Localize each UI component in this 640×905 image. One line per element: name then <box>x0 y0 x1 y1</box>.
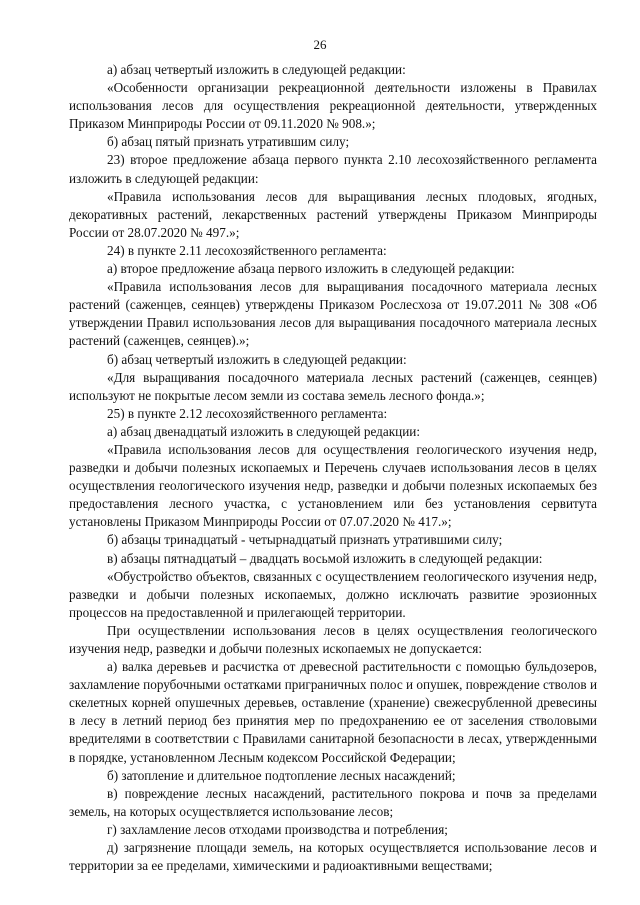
paragraph: б) абзац пятый признать утратившим силу; <box>107 134 350 150</box>
paragraph: «Правила использования лесов для выращивания лесных плодовых, ягодных, декоративных растений, лекарственных растений утверждены Приказом Минприроды России от 28.07.2020 № 497.»; <box>69 188 597 240</box>
paragraph: б) абзацы тринадцатый - четырнадцатый признать утратившими силу; <box>107 532 503 548</box>
paragraph: б) абзац четвертый изложить в следующей редакции: <box>107 351 407 367</box>
paragraph: 23) второе предложение абзаца первого пункта 2.10 лесохозяйственного регламента изложить в следующей редакции: <box>69 152 597 186</box>
paragraph: в) повреждение лесных насаждений, растительного покрова и почв за пределами земель, на которых осуществляется использование лесов; <box>69 785 597 819</box>
paragraph: а) валка деревьев и расчистка от древесной растительности с помощью бульдозеров, захламление порубочными остатками приграничных полос и опушек, повреждение стволов и скелетных корней опушечных деревьев, оставление (хранение) свежесрубленной древесины в лесу в летний период без принятия мер по предохранению ее от заселения стволовыми вредителями в соответствии с Правилами санитарной безопасности в лесах, утвержденными в порядке, установленном Лесным кодексом Российской Федерации; <box>69 659 597 765</box>
paragraph: «Обустройство объектов, связанных с осуществлением геологического изучения недр, разведки и добычи полезных ископаемых, должно исключать развитие эрозионных процессов на предоставленной и прилегающей территории. <box>69 568 597 620</box>
paragraph: «Правила использования лесов для выращивания посадочного материала лесных растений (саженцев, сеянцев) утверждены Приказом Рослесхоза от 19.07.2011 № 308 «Об утверждении Правил использования лесов для выращивания посадочного материала лесных растений (саженцев, сеянцев).»; <box>69 279 597 349</box>
paragraph: г) захламление лесов отходами производства и потребления; <box>107 821 448 837</box>
paragraph: 24) в пункте 2.11 лесохозяйственного регламента: <box>107 242 387 258</box>
paragraph: При осуществлении использования лесов в целях осуществления геологического изучения недр, разведки и добычи полезных ископаемых не допускается: <box>69 622 597 656</box>
paragraph: а) второе предложение абзаца первого изложить в следующей редакции: <box>107 261 515 277</box>
document-body <box>69 61 597 875</box>
paragraph: а) абзац четвертый изложить в следующей редакции: <box>107 62 406 77</box>
page-number: 26 <box>313 37 327 52</box>
paragraph: а) абзац двенадцатый изложить в следующей редакции: <box>107 423 420 439</box>
paragraph: б) затопление и длительное подтопление лесных насаждений; <box>107 767 456 783</box>
paragraph: «Особенности организации рекреационной деятельности изложены в Правилах использования лесов для осуществления рекреационной деятельности, утвержденных Приказом Минприроды России от 09.11.2020 № 908.»; <box>69 80 597 132</box>
paragraph: «Правила использования лесов для осуществления геологического изучения недр, разведки и добычи полезных ископаемых и Перечень случаев использования лесов в целях осуществления геологического изучения недр, разведки и добычи полезных ископаемых без предоставления лесного участка, с установлением или без установления сервитута установлены Приказом Минприроды России от 07.07.2020 № 417.»; <box>69 441 597 530</box>
paragraph: в) абзацы пятнадцатый – двадцать восьмой изложить в следующей редакции: <box>107 550 543 566</box>
paragraph: 25) в пункте 2.12 лесохозяйственного регламента: <box>107 405 388 421</box>
paragraph: д) загрязнение площади земель, на которых осуществляется использование лесов и территории за ее пределами, химическими и радиоактивными веществами; <box>69 840 597 874</box>
paragraph: «Для выращивания посадочного материала лесных растений (саженцев, сеянцев) используют не покрытые лесом земли из состава земель лесного фонда.»; <box>69 369 597 403</box>
